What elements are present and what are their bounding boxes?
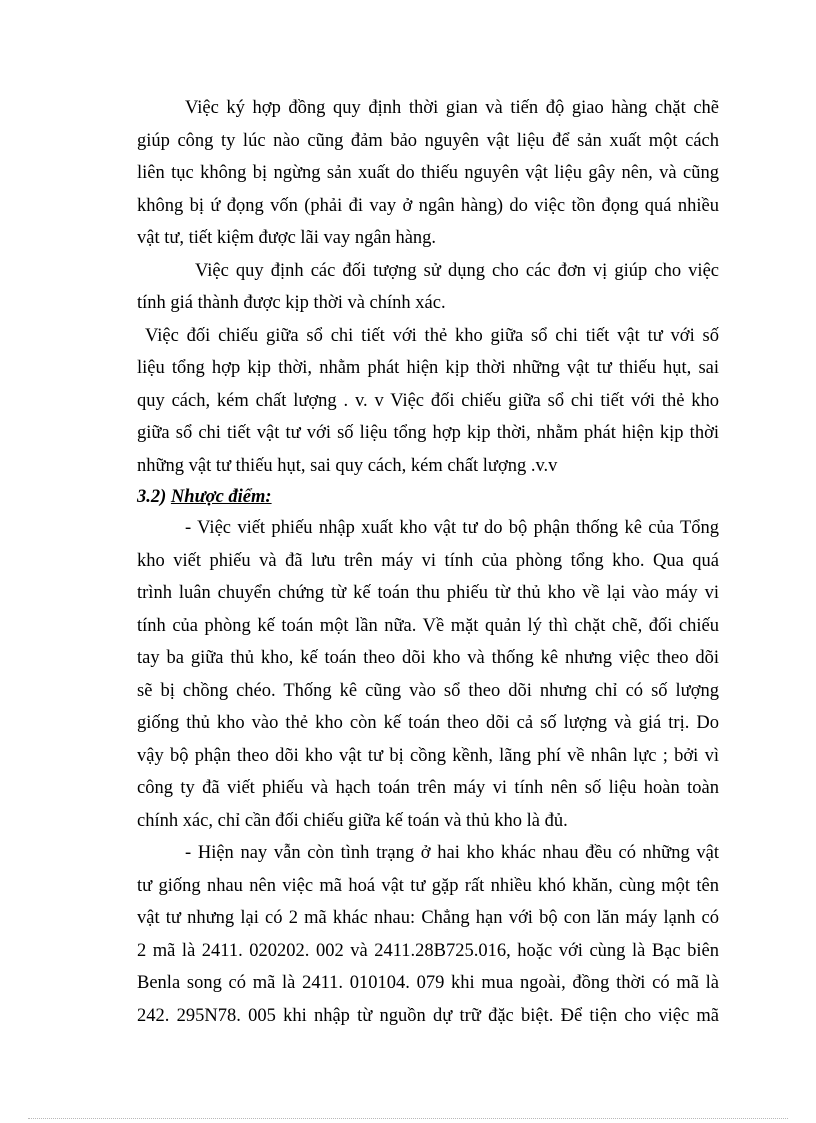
text-line: - Việc viết phiếu nhập xuất kho vật tư do bộ phận thống kê của Tổng bbox=[185, 518, 719, 538]
text-line: - Hiện nay vẫn còn tình trạng ở hai kho khác nhau đều có những vật bbox=[185, 843, 719, 863]
paragraph-material-coding bbox=[137, 837, 719, 1032]
text-line: 242. 295N78. 005 khi nhập từ nguồn dự trữ đặc biệt. Để tiện cho việc mã bbox=[137, 1005, 719, 1026]
document-body bbox=[137, 92, 719, 1032]
text-line: công ty đã viết phiếu và hạch toán trên máy vi tính nên số liệu hoàn toàn bbox=[137, 778, 719, 798]
text-line: những vật tư thiếu hụt, sai quy cách, kém chất lượng .v.v bbox=[137, 455, 558, 476]
section-number: 3.2) bbox=[137, 487, 167, 507]
text-line: tư giống nhau nên việc mã hoá vật tư gặp rất nhiều khó khăn, cùng một tên bbox=[137, 875, 719, 896]
text-line: tính giá thành được kịp thời và chính xác. bbox=[137, 293, 446, 313]
text-line: Benla song có mã là 2411. 010104. 079 khi mua ngoài, đồng thời có mã là bbox=[137, 973, 719, 993]
text-line: sẽ bị chồng chéo. Thống kê cũng vào sổ theo dõi nhưng chỉ có số lượng bbox=[137, 680, 719, 701]
text-line: giữa sổ chi tiết vật tư với số liệu tổng hợp kịp thời, nhằm phát hiện kịp thời bbox=[137, 423, 719, 443]
text-line: quy cách, kém chất lượng . v. v Việc đối chiếu giữa sổ chi tiết với thẻ kho bbox=[137, 390, 719, 411]
text-line: giúp công ty lúc nào cũng đảm bảo nguyên vật liệu để sản xuất một cách bbox=[137, 130, 719, 151]
text-line: Việc ký hợp đồng quy định thời gian và tiến độ giao hàng chặt chẽ bbox=[185, 98, 719, 118]
page-bottom-divider bbox=[28, 1118, 788, 1119]
paragraph-reconciliation bbox=[137, 320, 719, 483]
text-line: tay ba giữa thủ kho, kế toán theo dõi kho và thống kê nhưng việc theo dõi bbox=[137, 648, 719, 668]
text-line: vật tư, tiết kiệm được lãi vay ngân hàng. bbox=[137, 228, 437, 248]
section-title: Nhược điểm: bbox=[170, 487, 272, 507]
text-line: vậy bộ phận theo dõi kho vật tư bị cồng kềnh, lãng phí về nhân lực ; bởi vì bbox=[137, 745, 719, 766]
text-line: tính của phòng kế toán một lần nữa. Về mặt quản lý thì chặt chẽ, đối chiếu bbox=[137, 615, 719, 636]
text-line: Việc quy định các đối tượng sử dụng cho các đơn vị giúp cho việc bbox=[195, 260, 719, 281]
text-line: giống thủ kho vào thẻ kho còn kế toán theo dõi cả số lượng và giá trị. Do bbox=[137, 713, 719, 733]
section-heading bbox=[137, 482, 719, 512]
text-line: liệu tổng hợp kịp thời, nhằm phát hiện kịp thời những vật tư thiếu hụt, sai bbox=[137, 358, 719, 378]
text-line: Việc đối chiếu giữa sổ chi tiết với thẻ kho giữa sổ chi tiết vật tư với số bbox=[145, 325, 719, 346]
paragraph-cost-objects bbox=[137, 255, 719, 320]
text-line: chính xác, chỉ cần đối chiếu giữa kế toán và thủ kho là đủ. bbox=[137, 810, 568, 831]
text-line: vật tư nhưng lại có 2 mã khác nhau: Chẳng hạn với bộ con lăn máy lạnh có bbox=[137, 908, 719, 928]
text-line: 2 mã là 2411. 020202. 002 và 2411.28B725.016, hoặc với cùng là Bạc biên bbox=[137, 940, 719, 961]
text-line: kho viết phiếu và đã lưu trên máy vi tính của phòng tổng kho. Qua quá bbox=[137, 550, 719, 571]
text-line: không bị ứ đọng vốn (phải đi vay ở ngân hàng) do việc tồn đọng quá nhiều bbox=[137, 195, 719, 216]
text-line: trình luân chuyển chứng từ kế toán thu phiếu từ thủ kho về lại vào máy vi bbox=[137, 583, 719, 603]
paragraph-slip-duplication bbox=[137, 512, 719, 837]
paragraph-contract-schedule bbox=[137, 92, 719, 255]
text-line: liên tục không bị ngừng sản xuất do thiếu nguyên vật liệu gây nên, và cũng bbox=[137, 163, 719, 183]
